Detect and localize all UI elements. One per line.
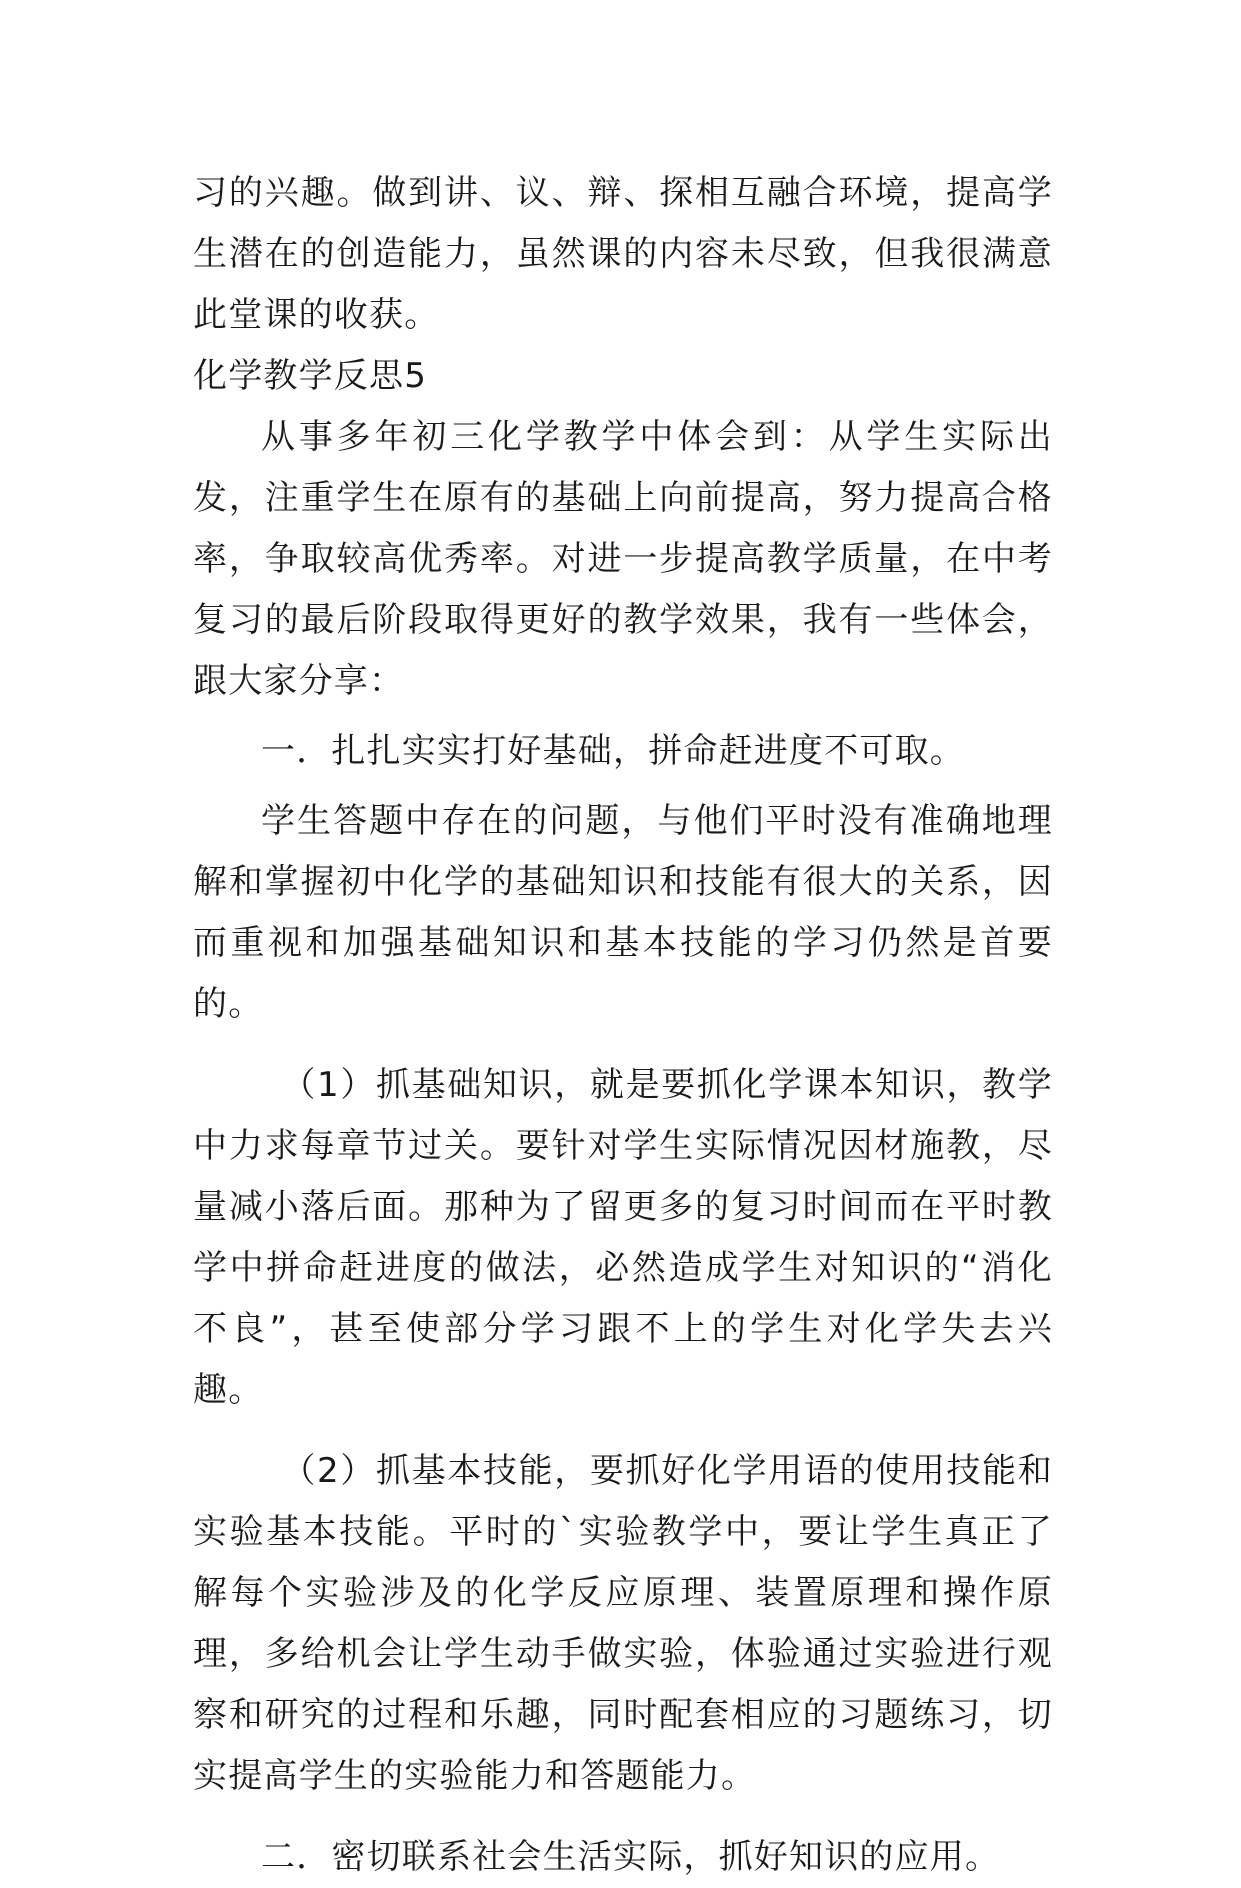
paragraph-point-2: （2）抓基本技能，要抓好化学用语的使用技能和实验基本技能。平时的`实验教学中，要让学生真正了解每个实验涉及的化学反应原理、装置原理和操作原理，多给机会让学生动手做实验，体验通过实验进行观察和研究的过程和乐趣，同时配套相应的习题练习，切实提高学生的实验能力和答题能力。 xyxy=(193,1451,1053,1796)
subheading-two: 二．密切联系社会生活实际，抓好知识的应用。 xyxy=(261,1837,1001,1877)
paragraph-problems: 学生答题中存在的问题，与他们平时没有准确地理解和掌握初中化学的基础知识和技能有很大的关系，因而重视和加强基础知识和基本技能的学习仍然是首要的。 xyxy=(193,801,1053,1024)
paragraph-point-1: （1）抓基础知识，就是要抓化学课本知识，教学中力求每章节过关。要针对学生实际情况因材施教，尽量减小落后面。那种为了留更多的复习时间而在平时教学中拼命赶进度的做法，必然造成学生对知识的“消化不良”，甚至使部分学习跟不上的学生对化学失去兴趣。 xyxy=(193,1065,1053,1410)
paragraph-continuation: 习的兴趣。做到讲、议、辩、探相互融合环境，提高学生潜在的创造能力，虽然课的内容未尽致，但我很满意此堂课的收获。 xyxy=(193,173,1053,335)
subheading-one: 一．扎扎实实打好基础，拼命赶进度不可取。 xyxy=(261,731,965,771)
document-body xyxy=(193,163,1053,1888)
paragraph-intro: 从事多年初三化学教学中体会到：从学生实际出发，注重学生在原有的基础上向前提高，努力提高合格率，争取较高优秀率。对进一步提高教学质量，在中考复习的最后阶段取得更好的教学效果，我有一些体会，跟大家分享： xyxy=(193,417,1053,701)
section-heading: 化学教学反思5 xyxy=(193,356,428,396)
